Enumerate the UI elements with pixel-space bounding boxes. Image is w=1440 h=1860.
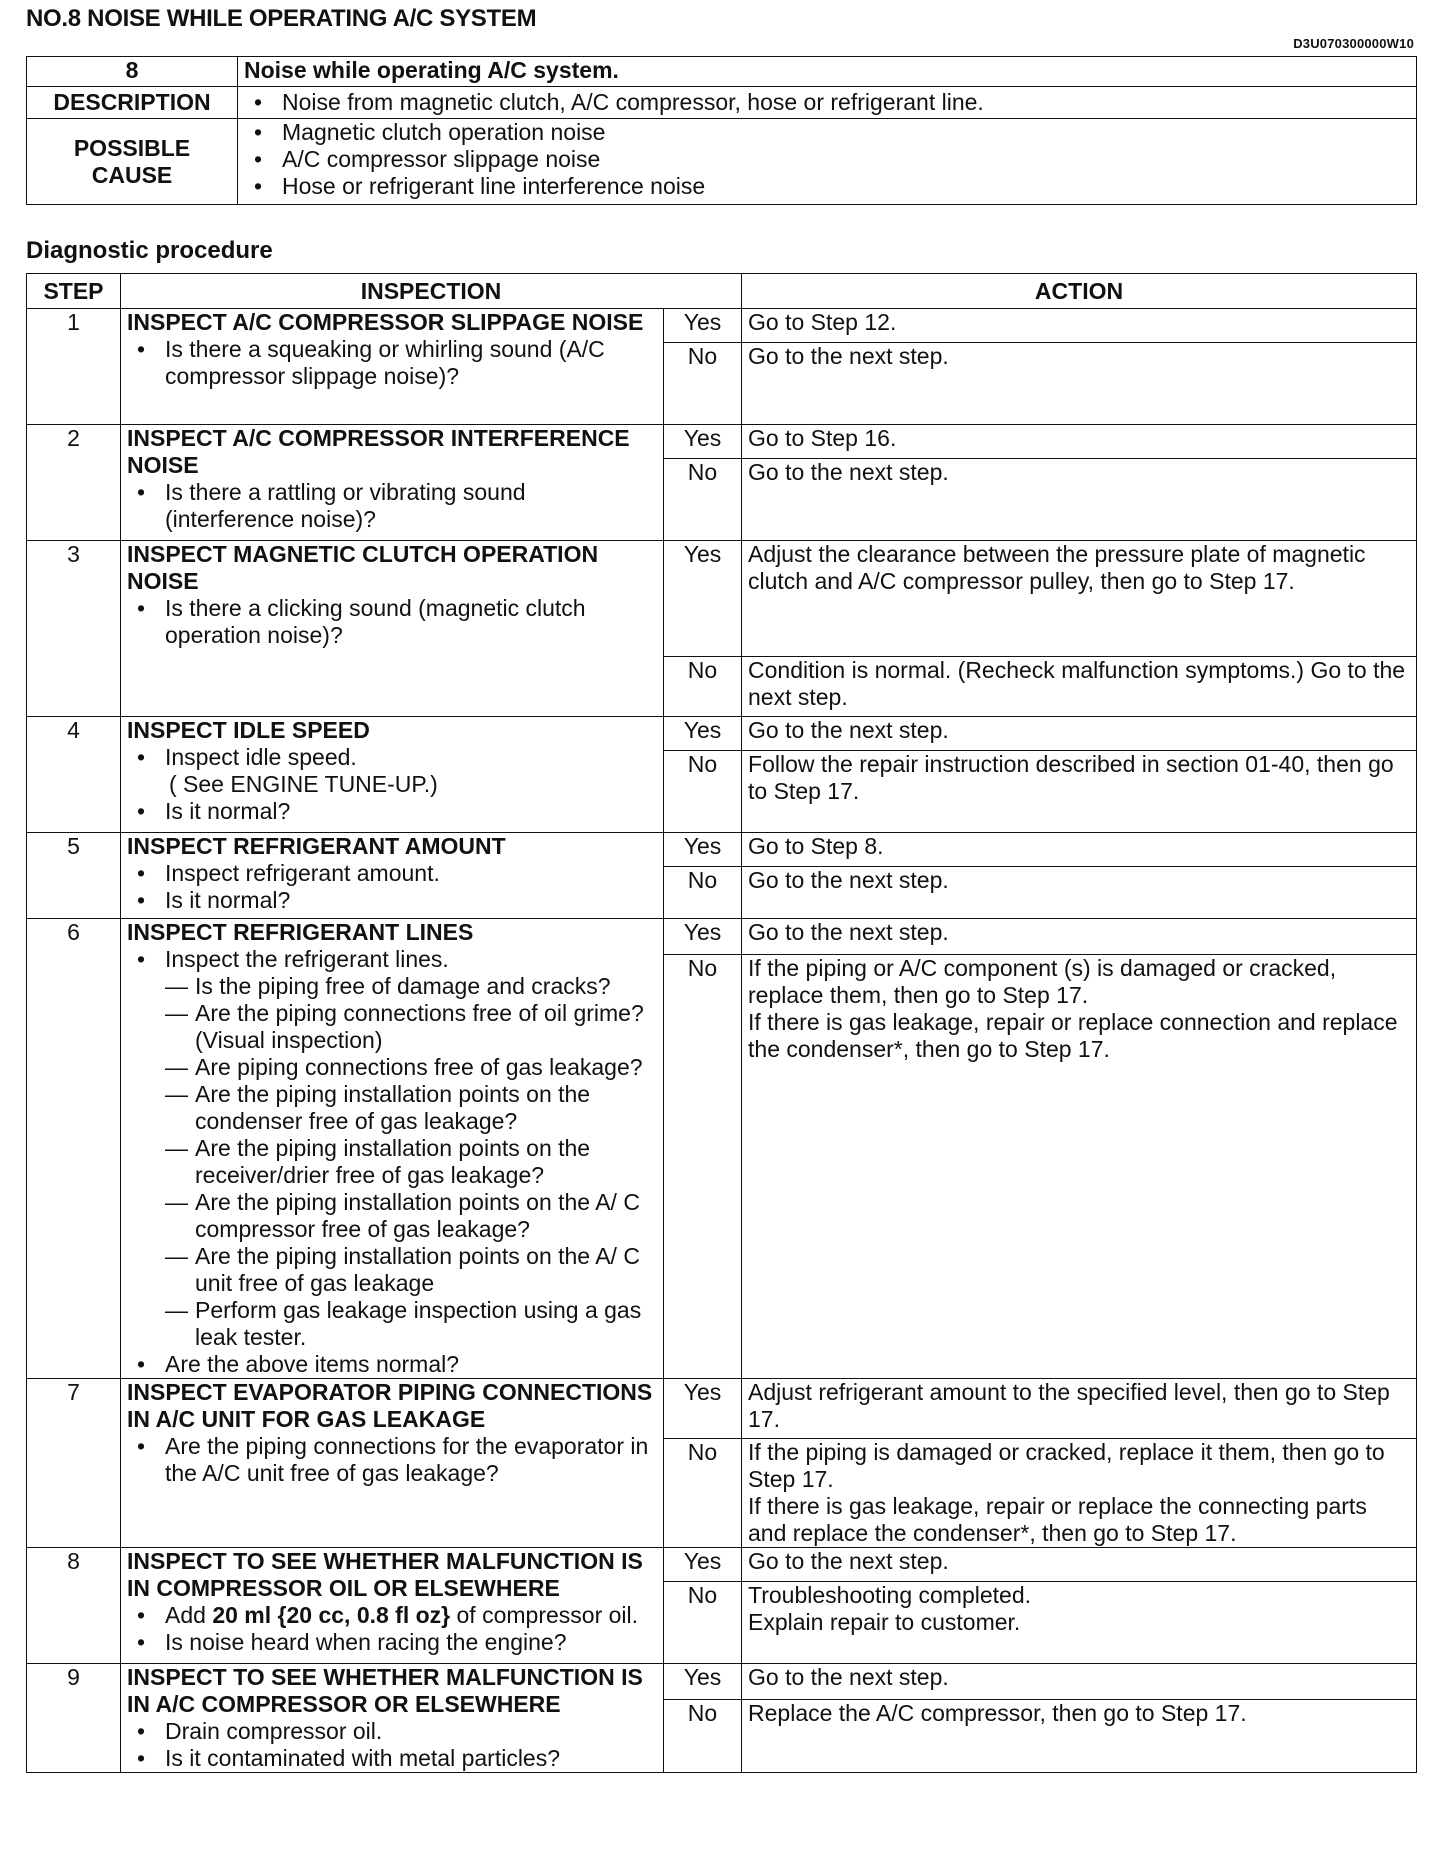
inspection-cell — [121, 1379, 664, 1548]
no-action — [742, 1582, 1417, 1664]
inspection-title: INSPECT EVAPORATOR PIPING CONNECTIONS IN A/C UNIT FOR GAS LEAKAGE — [127, 1379, 653, 1432]
item-text: Add — [165, 1602, 213, 1628]
step-number: 4 — [27, 717, 121, 833]
page-title: NO.8 NOISE WHILE OPERATING A/C SYSTEM — [26, 5, 537, 32]
inspection-item — [127, 744, 657, 798]
no-label: No — [664, 867, 742, 919]
cause-item: • Magnetic clutch operation noise — [244, 119, 1410, 146]
step-number: 5 — [27, 833, 121, 919]
inspection-item: • Drain compressor oil. — [127, 1718, 657, 1745]
yes-action: Go to the next step. — [742, 919, 1417, 955]
inspection-item — [127, 1602, 657, 1629]
yes-label: Yes — [664, 425, 742, 459]
step-number: 6 — [27, 919, 121, 1379]
inspection-title: INSPECT IDLE SPEED — [127, 717, 370, 743]
yes-action: Go to Step 8. — [742, 833, 1417, 867]
no-action-line: Explain repair to customer. — [748, 1609, 1021, 1635]
yes-action: Adjust refrigerant amount to the specified level, then go to Step 17. — [742, 1379, 1417, 1439]
inspection-cell — [121, 717, 664, 833]
inspection-cell — [121, 541, 664, 717]
inspection-subitem: — Are the piping installation points on the A/ C unit free of gas leakage — [165, 1243, 657, 1297]
inspection-item: • Is there a clicking sound (magnetic clutch operation noise)? — [127, 595, 657, 649]
yes-action: Go to the next step. — [742, 1548, 1417, 1582]
possible-cause-label-line2: CAUSE — [91, 161, 173, 188]
no-label: No — [664, 1582, 742, 1664]
inspection-cell — [121, 833, 664, 919]
inspection-title: INSPECT REFRIGERANT AMOUNT — [127, 833, 506, 859]
no-action — [742, 1439, 1417, 1548]
document-code: D3U070300000W10 — [1293, 36, 1414, 51]
no-action-line: If the piping is damaged or cracked, replace it them, then go to Step 17. — [748, 1439, 1385, 1492]
no-label: No — [664, 1439, 742, 1548]
inspection-item: • Are the piping connections for the evaporator in the A/C unit free of gas leakage? — [127, 1433, 657, 1487]
inspection-item: • Is it normal? — [127, 887, 657, 914]
inspection-title: INSPECT A/C COMPRESSOR SLIPPAGE NOISE — [127, 309, 644, 335]
inspection-item — [127, 946, 657, 1351]
no-action: Go to the next step. — [742, 867, 1417, 919]
inspection-subitem: — Are the piping installation points on the receiver/drier free of gas leakage? — [165, 1135, 657, 1189]
yes-label: Yes — [664, 919, 742, 955]
yes-label: Yes — [664, 833, 742, 867]
symptom-number: 8 — [27, 57, 238, 87]
inspection-item-text: • Inspect idle speed. — [165, 744, 357, 770]
cause-item: • A/C compressor slippage noise — [244, 146, 1410, 173]
yes-label: Yes — [664, 1548, 742, 1582]
yes-label: Yes — [664, 717, 742, 751]
yes-action: Go to the next step. — [742, 717, 1417, 751]
no-label: No — [664, 1699, 742, 1772]
step-number: 2 — [27, 425, 121, 541]
inspection-item-text: • Inspect the refrigerant lines. — [165, 946, 449, 972]
inspection-cell — [121, 309, 664, 425]
symptom-summary-table — [26, 56, 1417, 205]
inspection-subitem: — Are piping connections free of gas leakage? — [165, 1054, 657, 1081]
inspection-subitem: — Perform gas leakage inspection using a gas leak tester. — [165, 1297, 657, 1351]
possible-cause-cell — [238, 119, 1417, 205]
description-cell — [238, 87, 1417, 119]
inspection-cell — [121, 1664, 664, 1773]
inspection-item: • Inspect refrigerant amount. — [127, 860, 657, 887]
no-label: No — [664, 343, 742, 425]
step-number: 8 — [27, 1548, 121, 1664]
step-number: 9 — [27, 1664, 121, 1773]
no-action-line: If there is gas leakage, repair or replace connection and replace the condenser*, then go to Step 17. — [748, 1009, 1398, 1063]
no-action — [742, 955, 1417, 1379]
item-text: of compressor oil. — [450, 1602, 639, 1628]
inspection-subitem: — Are the piping connections free of oil grime? (Visual inspection) — [165, 1000, 657, 1054]
inspection-item: • Are the above items normal? — [127, 1351, 657, 1378]
yes-label: Yes — [664, 1379, 742, 1439]
no-action: Follow the repair instruction described in section 01-40, then go to Step 17. — [742, 751, 1417, 833]
diagnostic-procedure-table — [26, 273, 1417, 1773]
inspection-title: INSPECT MAGNETIC CLUTCH OPERATION NOISE — [127, 541, 599, 594]
inspection-subitem: — Is the piping free of damage and cracks? — [165, 973, 657, 1000]
inspection-cell — [121, 425, 664, 541]
description-label: DESCRIPTION — [27, 87, 238, 119]
possible-cause-label-line1: POSSIBLE — [73, 134, 191, 161]
yes-action: Go to the next step. — [742, 1664, 1417, 1700]
no-label: No — [664, 751, 742, 833]
yes-label: Yes — [664, 541, 742, 657]
yes-label: Yes — [664, 1664, 742, 1700]
inspection-subitem: — Are the piping installation points on the A/ C compressor free of gas leakage? — [165, 1189, 657, 1243]
section-title: Diagnostic procedure — [26, 237, 273, 264]
symptom-title: Noise while operating A/C system. — [238, 57, 1417, 87]
no-label: No — [664, 657, 742, 717]
inspection-title: INSPECT REFRIGERANT LINES — [127, 919, 474, 945]
no-action: Go to the next step. — [742, 343, 1417, 425]
header-step: STEP — [27, 274, 121, 309]
no-action: Condition is normal. (Recheck malfunction symptoms.) Go to the next step. — [742, 657, 1417, 717]
inspection-cell — [121, 919, 664, 1379]
header-action: ACTION — [742, 274, 1417, 309]
no-action-line: If there is gas leakage, repair or replace the connecting parts and replace the condenser*, then go to Step 17. — [748, 1493, 1367, 1546]
yes-action: Go to Step 16. — [742, 425, 1417, 459]
yes-label: Yes — [664, 309, 742, 343]
inspection-item: • Is it contaminated with metal particles? — [127, 1745, 657, 1772]
inspection-title: INSPECT A/C COMPRESSOR INTERFERENCE NOISE — [127, 425, 630, 478]
step-number: 3 — [27, 541, 121, 717]
inspection-item: • Is noise heard when racing the engine? — [127, 1629, 657, 1656]
inspection-item: • Is there a squeaking or whirling sound (A/C compressor slippage noise)? — [127, 336, 657, 390]
no-action: Go to the next step. — [742, 459, 1417, 541]
no-action-line: Troubleshooting completed. — [748, 1582, 1032, 1608]
header-inspection: INSPECTION — [121, 274, 742, 309]
inspection-cell — [121, 1548, 664, 1664]
inspection-title: INSPECT TO SEE WHETHER MALFUNCTION IS IN A/C COMPRESSOR OR ELSEWHERE — [127, 1664, 643, 1717]
possible-cause-label — [27, 119, 238, 205]
yes-action: Go to Step 12. — [742, 309, 1417, 343]
description-item: • Noise from magnetic clutch, A/C compressor, hose or refrigerant line. — [244, 89, 1410, 116]
inspection-item: • Is there a rattling or vibrating sound (interference noise)? — [127, 479, 657, 533]
cause-item: • Hose or refrigerant line interference noise — [244, 173, 1410, 200]
inspection-title: INSPECT TO SEE WHETHER MALFUNCTION IS IN COMPRESSOR OIL OR ELSEWHERE — [127, 1548, 643, 1601]
no-label: No — [664, 459, 742, 541]
inspection-subitem: — Are the piping installation points on the condenser free of gas leakage? — [165, 1081, 657, 1135]
no-label: No — [664, 955, 742, 1379]
step-number: 1 — [27, 309, 121, 425]
yes-action: Adjust the clearance between the pressure plate of magnetic clutch and A/C compressor pulley, then go to Step 17. — [742, 541, 1417, 657]
no-action-line: If the piping or A/C component (s) is damaged or cracked, replace them, then go to Step 17. — [748, 955, 1337, 1009]
reference-note: ( See ENGINE TUNE-UP.) — [169, 771, 438, 797]
step-number: 7 — [27, 1379, 121, 1548]
no-action: Replace the A/C compressor, then go to Step 17. — [742, 1699, 1417, 1772]
inspection-item: • Is it normal? — [127, 798, 657, 825]
oil-quantity: 20 ml {20 cc, 0.8 fl oz} — [212, 1602, 451, 1628]
